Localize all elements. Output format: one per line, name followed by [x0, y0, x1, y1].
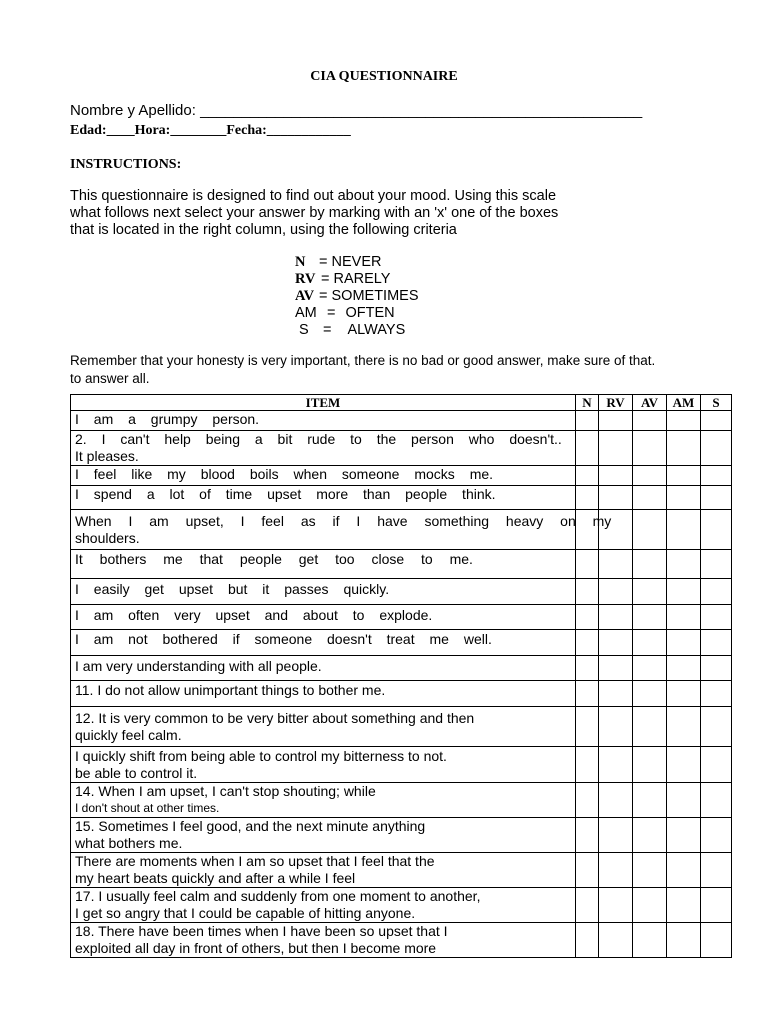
answer-cell-am[interactable]: [667, 431, 701, 466]
scale-code: RV: [295, 271, 316, 287]
answer-cell-n[interactable]: [576, 466, 599, 486]
scale-entry-never: [295, 254, 381, 271]
age-time-date-line: Edad:____Hora:________Fecha:____________: [70, 123, 351, 138]
table-row: [71, 853, 732, 888]
item-text: [71, 510, 612, 550]
name-field-line: Nombre y Apellido: _____________________________________________________: [70, 102, 643, 119]
item-line: I spend a lot of time upset more than people think.: [75, 486, 496, 502]
answer-cell-am[interactable]: [667, 466, 701, 486]
scale-entry-sometimes: [295, 288, 419, 305]
answer-cell-rv[interactable]: [599, 923, 633, 958]
answer-cell-av[interactable]: [633, 783, 667, 818]
item-line: my heart beats quickly and after a while I feel: [75, 870, 356, 886]
answer-cell-av[interactable]: [633, 579, 667, 605]
answer-cell-n[interactable]: [576, 681, 599, 707]
answer-cell-s[interactable]: [701, 818, 732, 853]
answer-cell-av[interactable]: [633, 888, 667, 923]
item-text: [71, 605, 576, 630]
answer-cell-s[interactable]: [701, 605, 732, 630]
answer-cell-n[interactable]: [576, 630, 599, 656]
answer-cell-s[interactable]: [701, 630, 732, 656]
table-row: [71, 656, 732, 681]
item-line: 15. Sometimes I feel good, and the next minute anything: [75, 818, 426, 834]
instructions-text: [70, 188, 630, 239]
item-line: quickly feel calm.: [75, 727, 182, 743]
answer-cell-s[interactable]: [701, 783, 732, 818]
scale-entry-always: [299, 322, 405, 338]
scale-entry-often: [295, 305, 395, 321]
table-row: [71, 681, 732, 707]
scale-code: AV: [295, 288, 315, 304]
remember-line: to answer all.: [70, 371, 150, 386]
column-header-am: AM: [667, 395, 701, 411]
answer-cell-am[interactable]: [667, 510, 701, 550]
item-text: [71, 486, 576, 510]
answer-cell-av[interactable]: [633, 853, 667, 888]
instructions-line: what follows next select your answer by marking with an 'x' one of the boxes: [70, 205, 559, 221]
answer-cell-am[interactable]: [667, 681, 701, 707]
item-line: It pleases.: [75, 448, 139, 464]
answer-cell-av[interactable]: [633, 681, 667, 707]
scale-code: N: [295, 254, 306, 270]
column-header-item: ITEM: [71, 395, 576, 411]
table-row: [71, 888, 732, 923]
item-text: [71, 783, 576, 818]
item-text: [71, 888, 576, 923]
item-line: what bothers me.: [75, 835, 183, 851]
table-row: [71, 783, 732, 818]
answer-cell-rv[interactable]: [599, 853, 633, 888]
answer-cell-rv[interactable]: [599, 888, 633, 923]
answer-cell-n[interactable]: [576, 707, 599, 747]
answer-cell-am[interactable]: [667, 579, 701, 605]
remember-note: [70, 352, 655, 388]
answer-cell-rv[interactable]: [599, 550, 633, 579]
instructions-line: This questionnaire is designed to find out about your mood. Using this scale: [70, 188, 557, 204]
item-line: 12. It is very common to be very bitter about something and then: [75, 710, 475, 726]
answer-cell-am[interactable]: [667, 605, 701, 630]
answer-cell-n[interactable]: [576, 783, 599, 818]
item-text: [71, 411, 576, 431]
table-row: [71, 510, 732, 550]
scale-equals: =: [319, 288, 332, 304]
table-row: [71, 579, 732, 605]
table-row: [71, 605, 732, 630]
item-line: It bothers me that people get too close to me.: [75, 551, 473, 567]
answer-cell-n[interactable]: [576, 579, 599, 605]
answer-cell-av[interactable]: [633, 656, 667, 681]
table-row: [71, 486, 732, 510]
scale-meaning: OFTEN: [345, 305, 395, 321]
scale-equals: =: [321, 271, 334, 287]
scale-meaning: SOMETIMES: [331, 288, 419, 304]
item-text: [71, 579, 576, 605]
answer-cell-rv[interactable]: [599, 579, 633, 605]
answer-cell-n[interactable]: [576, 888, 599, 923]
answer-cell-s[interactable]: [701, 923, 732, 958]
answer-cell-rv[interactable]: [599, 630, 633, 656]
answer-cell-n[interactable]: [576, 550, 599, 579]
answer-cell-am[interactable]: [667, 783, 701, 818]
item-text: [71, 747, 576, 783]
answer-cell-av[interactable]: [633, 747, 667, 783]
instructions-line: that is located in the right column, using the following criteria: [70, 222, 457, 238]
answer-cell-am[interactable]: [667, 411, 701, 431]
answer-cell-n[interactable]: [576, 605, 599, 630]
item-text: [71, 707, 576, 747]
answer-cell-am[interactable]: [667, 747, 701, 783]
answer-cell-rv[interactable]: [599, 747, 633, 783]
answer-cell-av[interactable]: [633, 510, 667, 550]
answer-cell-av[interactable]: [633, 486, 667, 510]
scale-meaning: NEVER: [331, 254, 382, 270]
item-line: be able to control it.: [75, 765, 198, 781]
answer-cell-n[interactable]: [576, 818, 599, 853]
answer-cell-s[interactable]: [701, 853, 732, 888]
answer-cell-s[interactable]: [701, 550, 732, 579]
table-row: [71, 466, 732, 486]
table-row: [71, 431, 732, 466]
item-line: 18. There have been times when I have been so upset that I: [75, 923, 448, 939]
table-row: [71, 550, 732, 579]
answer-cell-rv[interactable]: [599, 431, 633, 466]
remember-line: Remember that your honesty is very important, there is no bad or good answer, make sure of that.: [70, 353, 656, 368]
table-row: [71, 707, 732, 747]
scale-code: S: [299, 322, 309, 338]
answer-cell-rv[interactable]: [599, 605, 633, 630]
answer-cell-s[interactable]: [701, 579, 732, 605]
item-line: I am often very upset and about to explode.: [75, 607, 433, 623]
item-text: [71, 431, 576, 466]
answer-cell-am[interactable]: [667, 486, 701, 510]
item-line: There are moments when I am so upset that I feel that the: [75, 853, 435, 869]
answer-cell-s[interactable]: [701, 656, 732, 681]
answer-cell-av[interactable]: [633, 605, 667, 630]
item-text: [71, 681, 576, 707]
item-text: [71, 656, 576, 681]
column-header-rv: RV: [599, 395, 633, 411]
answer-cell-s[interactable]: [701, 431, 732, 466]
questionnaire-table: [70, 394, 732, 958]
item-line: 17. I usually feel calm and suddenly from one moment to another,: [75, 888, 481, 904]
item-text: [71, 550, 576, 579]
answer-cell-av[interactable]: [633, 707, 667, 747]
answer-cell-rv[interactable]: [599, 466, 633, 486]
item-text: [71, 818, 576, 853]
answer-cell-n[interactable]: [576, 656, 599, 681]
item-line: I feel like my blood boils when someone mocks me.: [75, 466, 494, 482]
table-row: [71, 747, 732, 783]
item-line: I am very understanding with all people.: [75, 658, 322, 674]
column-header-s: S: [701, 395, 732, 411]
answer-cell-av[interactable]: [633, 431, 667, 466]
scale-code: AM: [295, 305, 317, 321]
scale-meaning: RARELY: [333, 271, 391, 287]
answer-cell-n[interactable]: [576, 923, 599, 958]
scale-equals: =: [319, 254, 332, 270]
answer-cell-s[interactable]: [701, 411, 732, 431]
answer-cell-n[interactable]: [576, 486, 599, 510]
item-text: [71, 923, 576, 958]
scale-meaning: ALWAYS: [347, 322, 406, 338]
answer-cell-av[interactable]: [633, 818, 667, 853]
answer-cell-s[interactable]: [701, 888, 732, 923]
answer-cell-rv[interactable]: [599, 411, 633, 431]
table-row: [71, 630, 732, 656]
answer-cell-rv[interactable]: [599, 783, 633, 818]
item-line: I don't shout at other times.: [75, 801, 220, 815]
answer-cell-n[interactable]: [576, 411, 599, 431]
item-line: 2. I can't help being a bit rude to the person who doesn't..: [75, 431, 562, 447]
column-header-n: N: [576, 395, 599, 411]
answer-cell-av[interactable]: [633, 466, 667, 486]
table-row: [71, 411, 732, 431]
item-text: [71, 853, 576, 888]
answer-cell-s[interactable]: [701, 486, 732, 510]
item-text: [71, 466, 576, 486]
scale-equals: =: [323, 322, 336, 338]
answer-cell-am[interactable]: [667, 888, 701, 923]
answer-cell-am[interactable]: [667, 707, 701, 747]
answer-cell-am[interactable]: [667, 656, 701, 681]
item-line: 11. I do not allow unimportant things to bother me.: [75, 682, 386, 698]
page-title: CIA QUESTIONNAIRE: [310, 69, 458, 84]
item-line: shoulders.: [75, 530, 140, 546]
answer-cell-s[interactable]: [701, 707, 732, 747]
answer-cell-av[interactable]: [633, 411, 667, 431]
answer-cell-s[interactable]: [701, 466, 732, 486]
scale-entry-rarely: [295, 271, 390, 288]
answer-cell-s[interactable]: [701, 747, 732, 783]
answer-cell-n[interactable]: [576, 853, 599, 888]
answer-cell-av[interactable]: [633, 630, 667, 656]
item-line: When I am upset, I feel as if I have something heavy on my: [75, 513, 612, 529]
item-line: I am not bothered if someone doesn't treat me well.: [75, 631, 492, 647]
answer-cell-rv[interactable]: [599, 707, 633, 747]
answer-cell-n[interactable]: [576, 431, 599, 466]
table-row: [71, 923, 732, 958]
answer-cell-am[interactable]: [667, 853, 701, 888]
instructions-heading: INSTRUCTIONS:: [70, 157, 182, 172]
table-header-row: [71, 395, 732, 411]
answer-cell-am[interactable]: [667, 550, 701, 579]
item-line: exploited all day in front of others, but then I become more: [75, 940, 437, 956]
item-line: I easily get upset but it passes quickly.: [75, 581, 390, 597]
column-header-av: AV: [633, 395, 667, 411]
item-line: I get so angry that I could be capable of hitting anyone.: [75, 905, 416, 921]
item-line: 14. When I am upset, I can't stop shouting; while: [75, 783, 376, 799]
item-line: I quickly shift from being able to control my bitterness to not.: [75, 748, 447, 764]
item-text: [71, 630, 576, 656]
answer-cell-rv[interactable]: [599, 656, 633, 681]
table-row: [71, 818, 732, 853]
answer-cell-av[interactable]: [633, 550, 667, 579]
item-line: I am a grumpy person.: [75, 411, 260, 427]
answer-cell-am[interactable]: [667, 923, 701, 958]
answer-cell-rv[interactable]: [599, 486, 633, 510]
answer-cell-n[interactable]: [576, 747, 599, 783]
answer-cell-rv[interactable]: [599, 818, 633, 853]
answer-cell-am[interactable]: [667, 630, 701, 656]
answer-cell-am[interactable]: [667, 818, 701, 853]
answer-cell-rv[interactable]: [599, 681, 633, 707]
answer-cell-s[interactable]: [701, 510, 732, 550]
answer-cell-av[interactable]: [633, 923, 667, 958]
answer-cell-s[interactable]: [701, 681, 732, 707]
scale-equals: =: [327, 305, 340, 321]
